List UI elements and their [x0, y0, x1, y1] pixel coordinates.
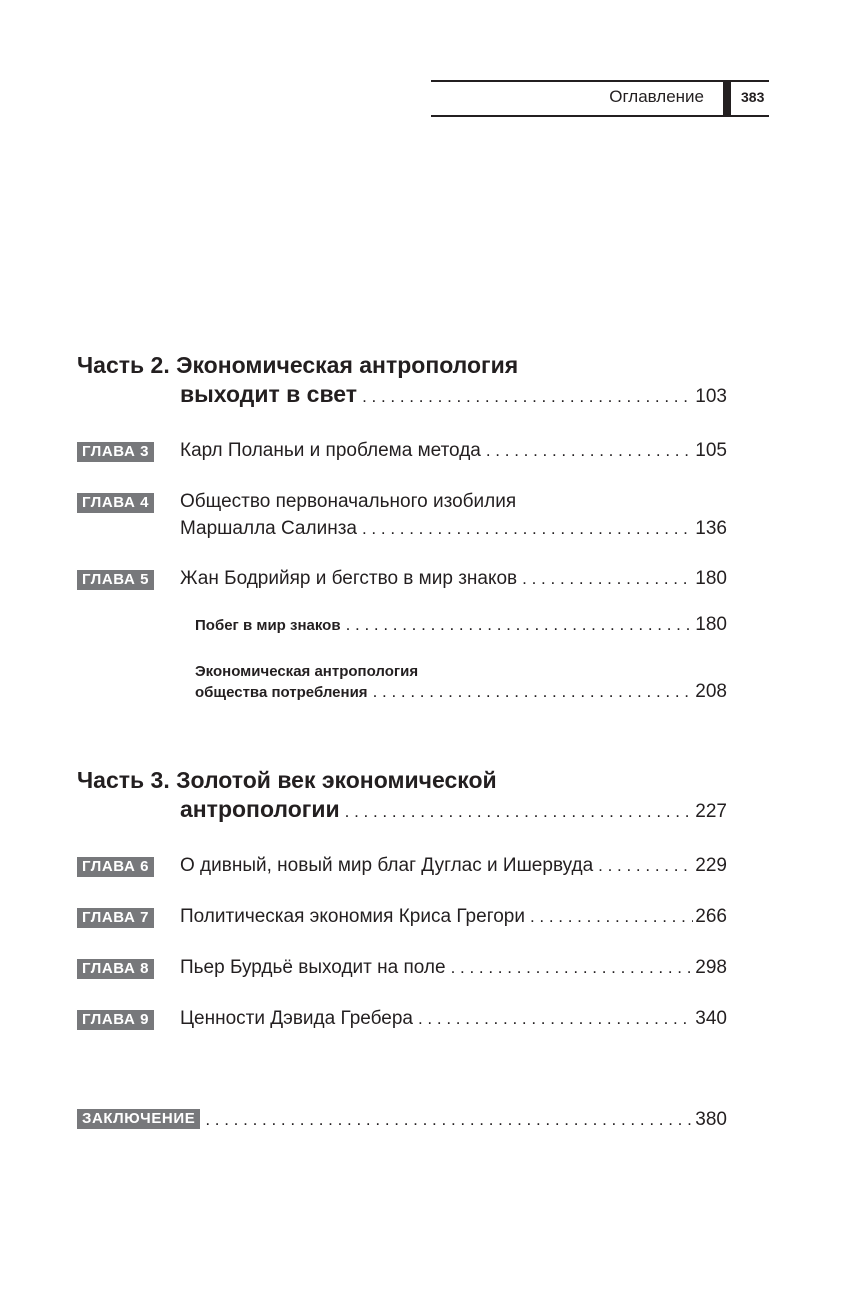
chapter-7-entry[interactable] — [180, 906, 727, 928]
chapter-3-entry[interactable] — [180, 440, 727, 462]
dot-leader — [451, 958, 694, 978]
dot-leader — [345, 802, 694, 822]
chapter-4-title-line1[interactable]: Общество первоначального изобилия — [180, 491, 517, 512]
chapter-4-entry[interactable] — [180, 518, 727, 540]
chapter-6-title: О дивный, новый мир благ Дуглас и Ишервуда — [180, 855, 594, 876]
dot-leader — [418, 1009, 693, 1029]
chapter-4-title-line2: Маршалла Салинза — [180, 518, 357, 539]
conclusion-page: 380 — [695, 1109, 727, 1130]
header-divider-bar — [723, 80, 731, 117]
running-header-title: Оглавление — [609, 87, 704, 106]
chapter-8-label: ГЛАВА 8 — [77, 959, 154, 979]
chapter-8-entry[interactable] — [180, 957, 727, 979]
part-2-page: 103 — [695, 386, 727, 407]
part-3-page: 227 — [695, 801, 727, 822]
chapter-9-title: Ценности Дэвида Гребера — [180, 1008, 413, 1029]
dot-leader — [486, 441, 693, 461]
page-number: 383 — [741, 89, 765, 105]
part-2-heading: Часть 2. Экономическая антропология — [77, 352, 519, 378]
dot-leader — [530, 907, 693, 927]
dot-leader — [598, 856, 693, 876]
dot-leader — [205, 1110, 693, 1130]
part-3-heading: Часть 3. Золотой век экономической — [77, 767, 497, 793]
chapter-6-label: ГЛАВА 6 — [77, 857, 154, 877]
section-5-2-title-line2: общества потребления — [195, 684, 368, 701]
chapter-9-entry[interactable] — [180, 1008, 727, 1030]
part-3-heading-line2: антропологии — [180, 796, 340, 822]
chapter-5-page: 180 — [695, 568, 727, 589]
chapter-3-page: 105 — [695, 440, 727, 461]
dot-leader — [362, 387, 693, 407]
section-5-2-entry[interactable] — [195, 681, 727, 703]
dot-leader — [362, 519, 693, 539]
chapter-6-page: 229 — [695, 855, 727, 876]
conclusion-label: ЗАКЛЮЧЕНИЕ — [77, 1109, 200, 1129]
chapter-5-entry[interactable] — [180, 568, 727, 590]
chapter-7-page: 266 — [695, 906, 727, 927]
chapter-9-page: 340 — [695, 1008, 727, 1029]
section-5-2-title-line1[interactable]: Экономическая антропология — [195, 663, 419, 680]
chapter-3-title: Карл Поланьи и проблема метода — [180, 440, 481, 461]
chapter-6-entry[interactable] — [180, 855, 727, 877]
dot-leader — [522, 569, 693, 589]
chapter-8-page: 298 — [695, 957, 727, 978]
chapter-3-label: ГЛАВА 3 — [77, 442, 154, 462]
chapter-4-label: ГЛАВА 4 — [77, 493, 154, 513]
dot-leader — [346, 615, 694, 635]
part-3-entry[interactable] — [180, 796, 727, 823]
header-rule-bottom — [431, 115, 769, 117]
chapter-9-label: ГЛАВА 9 — [77, 1010, 154, 1030]
part-2-heading-line2: выходит в свет — [180, 381, 358, 407]
header-rule-top — [431, 80, 769, 82]
chapter-7-title: Политическая экономия Криса Грегори — [180, 906, 525, 927]
part-2-entry[interactable] — [180, 381, 727, 408]
chapter-5-label: ГЛАВА 5 — [77, 570, 154, 590]
conclusion-entry[interactable] — [77, 1109, 727, 1131]
section-5-1-page: 180 — [695, 614, 727, 635]
chapter-4-page: 136 — [695, 518, 727, 539]
section-5-1-title: Побег в мир знаков — [195, 617, 341, 634]
dot-leader — [373, 682, 694, 702]
chapter-7-label: ГЛАВА 7 — [77, 908, 154, 928]
chapter-8-title: Пьер Бурдьё выходит на поле — [180, 957, 446, 978]
section-5-2-page: 208 — [695, 681, 727, 702]
chapter-5-title: Жан Бодрийяр и бегство в мир знаков — [180, 568, 518, 589]
section-5-1-entry[interactable] — [195, 614, 727, 636]
